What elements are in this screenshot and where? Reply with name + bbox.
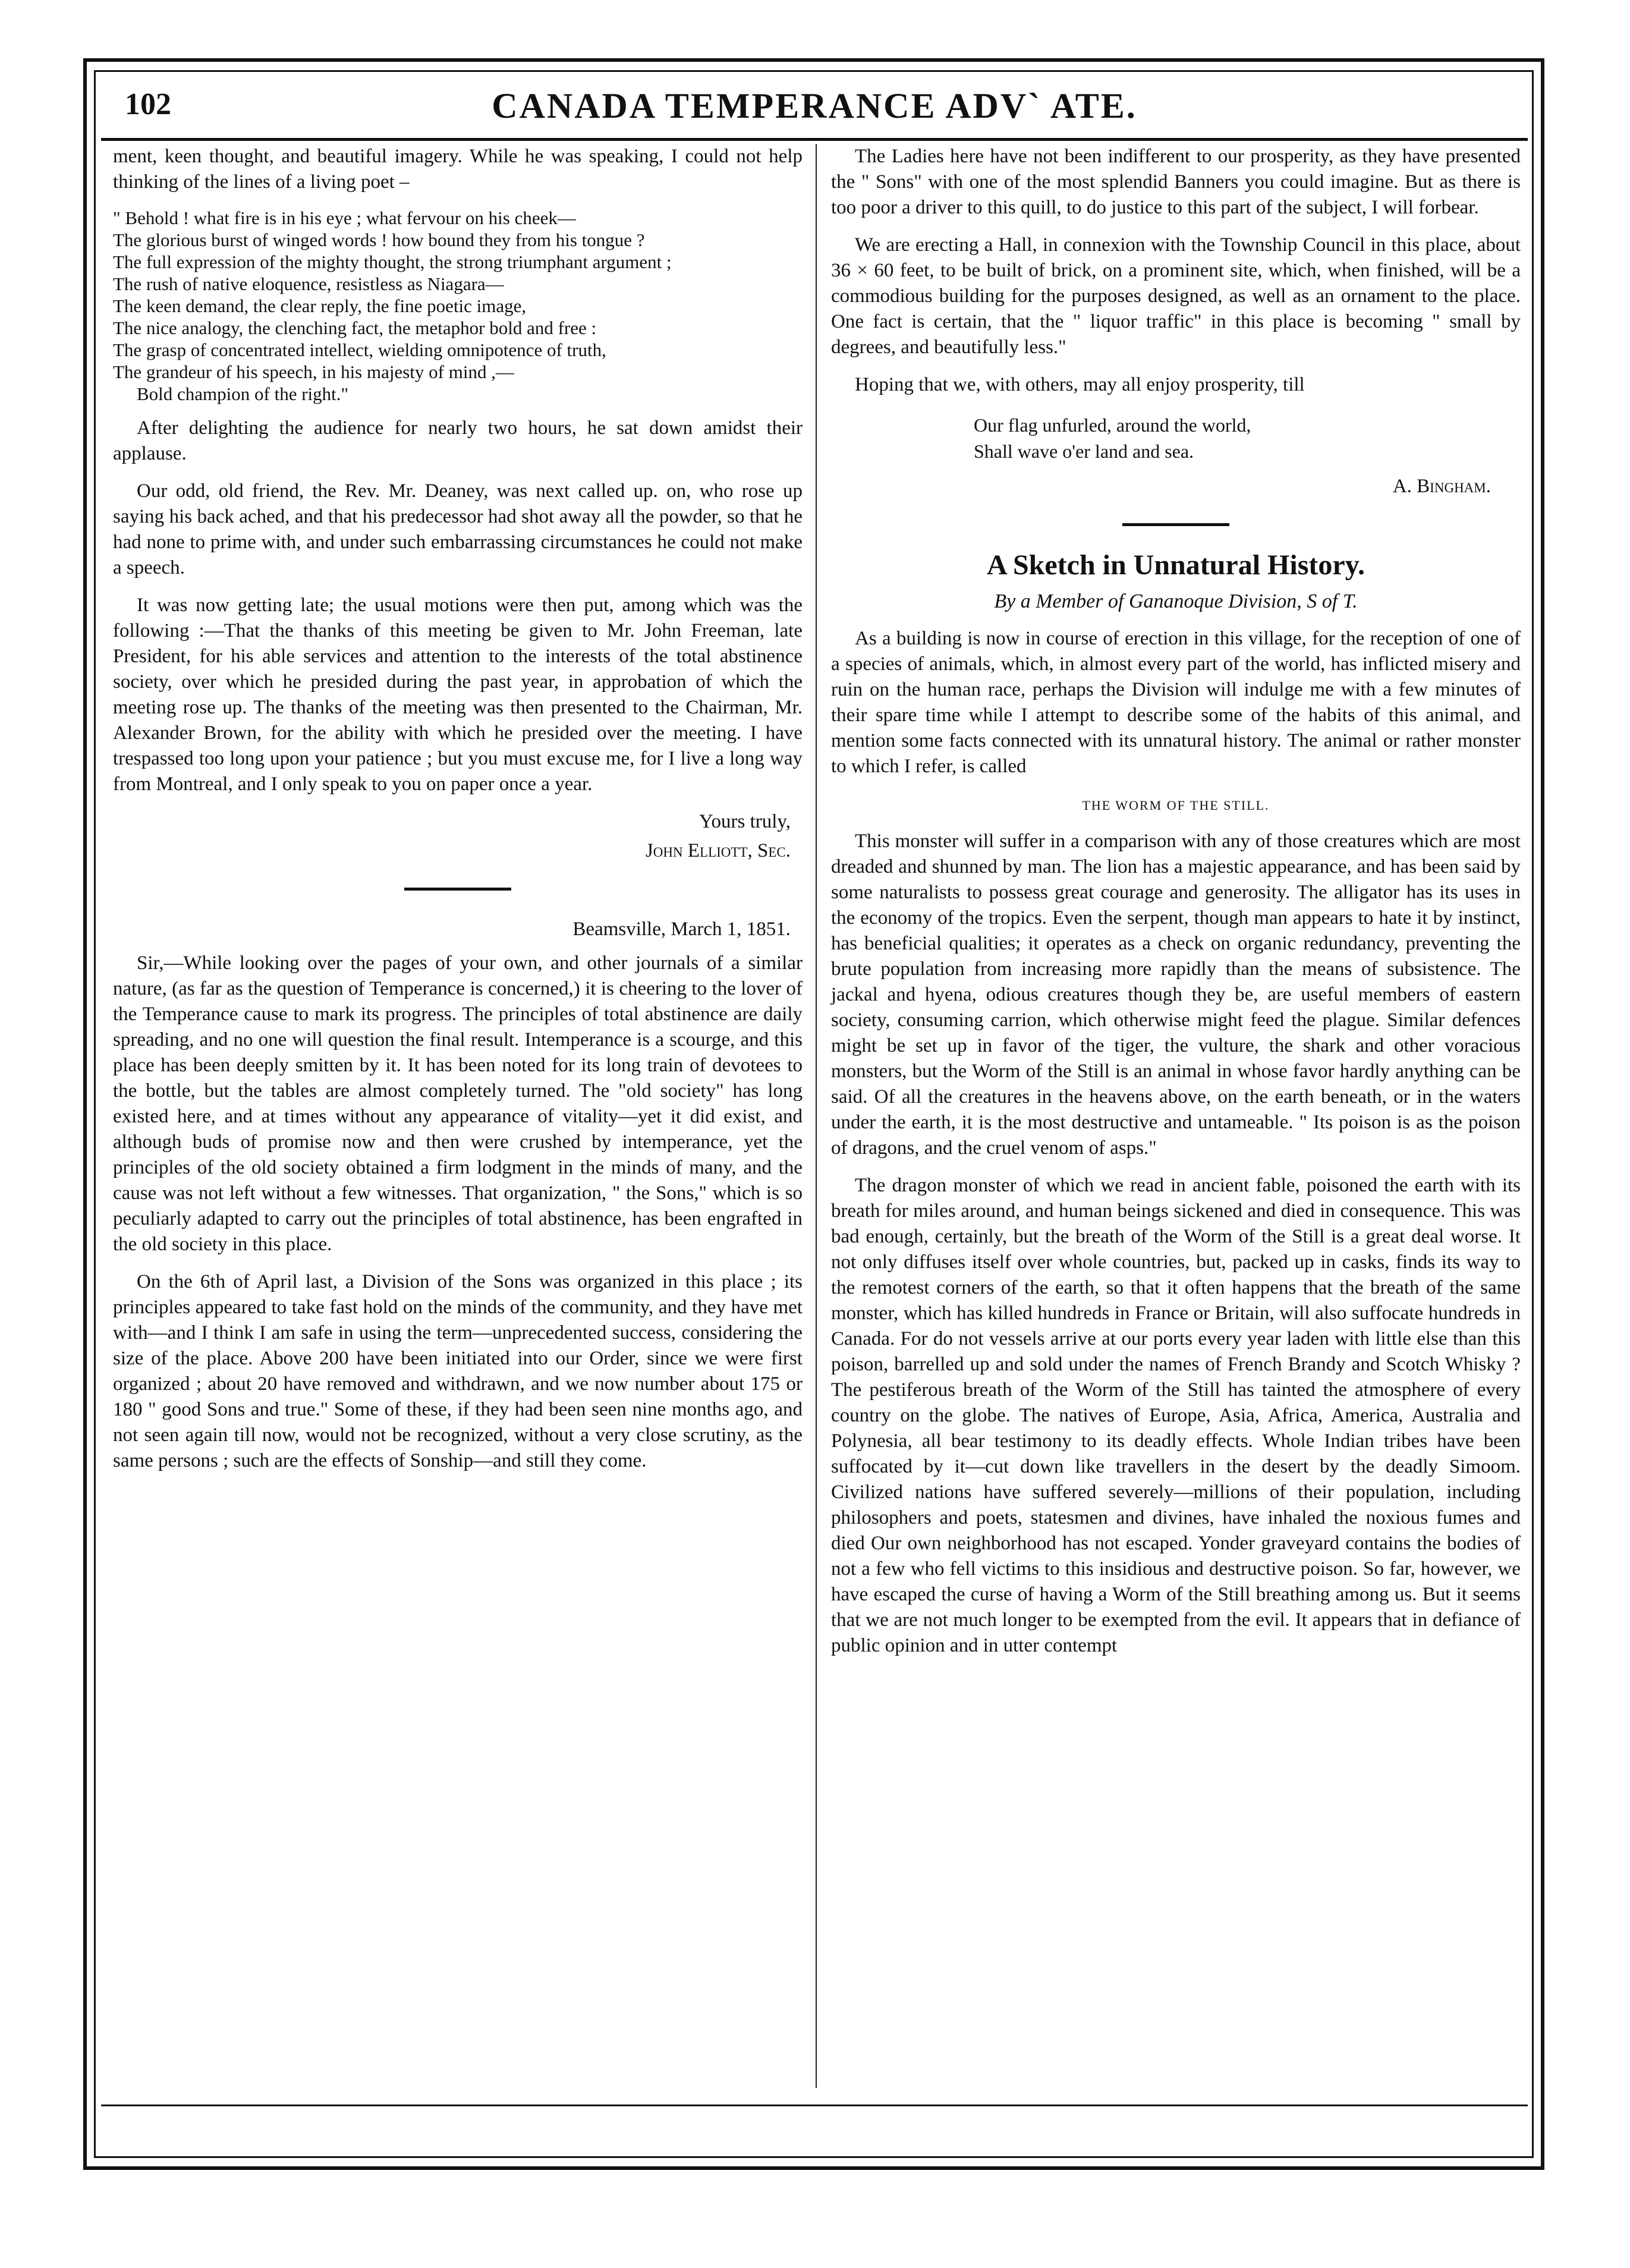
paragraph-odd-friend: Our odd, old friend, the Rev. Mr. Deaney, was next called up. on, who rose up saying his back ached, and that his predecessor had shot away all the powder, so that he had none to prime with, and under such embarrassing circumstances he could not make a speech. [113, 480, 803, 578]
dateline: Beamsville, March 1, 1851. [572, 918, 791, 940]
verse-line: Bold champion of the right." [137, 383, 349, 404]
paragraph-monster: This monster will suffer in a comparison with any of those creatures which are most dreaded and shunned by man. The lion has a majestic appearance, and has been said by some naturalists to possess great courage and generosity. The alligator has its uses in the economy of the tropics. Even the serpent, though man appears to hate it by instinct, has beneficial qualities; it operates as a check on organic redundancy, preventing the brute population from increasing more rapidly than the means of subsistence. The jackal and hyena, odious creatures though they be, are useful members of eastern society, consuming carrion, which otherwise might feed the plague. Similar defences might be set up in favor of the tiger, the vulture, the shark and other voracious monsters, but the Worm of the Still is an animal in whose favor hardly anything can be said. Of all the creatures in the heavens above, on the earth beneath, or in the waters under the earth, it is the most destructive and untameable. " Its poison is as the poison of dragons, and the cruel venom of asps." [831, 831, 1521, 1159]
section-rule [404, 888, 511, 891]
couplet-line: Shall wave o'er land and sea. [974, 441, 1194, 462]
right-column [831, 144, 1521, 1671]
article-title: A Sketch in Unnatural History. [986, 549, 1365, 581]
paragraph-hall: We are erecting a Hall, in connexion with the Township Council in this place, about 36 × 60 feet, to be built of brick, on a prominent site, which, when finished, will be a commodious building for the purposes designed, as well as an ornament to the place. One fact is certain, that the " liquor traffic" in this place is becoming " small by degrees, and beautifully less." [831, 234, 1521, 358]
verse-line: The glorious burst of winged words ! how bound they from his tongue ? [113, 229, 645, 250]
poem-quote [113, 207, 803, 405]
couplet-line: Our flag unfurled, around the world, [974, 414, 1251, 436]
paragraph-ladies: The Ladies here have not been indifferent to our prosperity, as they have presented the " Sons" with one of the most splendid Banners you could imagine. But as there is too poor a driver to this quill, to do justice to this part of the subject, I will forbear. [831, 146, 1521, 218]
verse-line: The grasp of concentrated intellect, wielding omnipotence of truth, [113, 339, 606, 360]
section-subhead: THE WORM OF THE STILL. [1082, 798, 1270, 813]
paragraph-intro: ment, keen thought, and beautiful imagery. While he was speaking, I could not help thinking of the lines of a living poet – [113, 146, 803, 193]
article-byline: By a Member of Gananoque Division, S of T. [994, 590, 1358, 612]
page-header [101, 77, 1528, 137]
header-rule [101, 138, 1528, 141]
verse-line: The keen demand, the clear reply, the fine poetic image, [113, 295, 527, 316]
left-column [113, 144, 803, 1486]
verse-line: The full expression of the mighty thought, the strong triumphant argument ; [113, 251, 672, 272]
paragraph-hoping: Hoping that we, with others, may all enjoy prosperity, till [855, 374, 1305, 395]
paragraph-after: After delighting the audience for nearly two hours, he sat down amidst their applause. [113, 417, 803, 464]
paragraph-dragon: The dragon monster of which we read in ancient fable, poisoned the earth with its breath for miles around, and human beings sickened and died in consequence. This was bad enough, certainly, but the breath of the Worm of the Still is a great deal worse. It not only diffuses itself over whole countries, but, packed up in casks, finds its way to the remotest corners of the earth, so that it often happens that the breath of the same monster, which has killed hundreds in France or Britain, will also suffocate hundreds in Canada. For do not vessels arrive at our ports every year laden with little else than this poison, barrelled up and sold under the names of French Brandy and Scotch Whisky ? The pestiferous breath of the Worm of the Still has tainted the atmosphere of every country on the globe. The natives of Europe, Asia, Africa, America, Australia and Polynesia, all bear testimony to its deadly effects. Whole Indian tribes have been suffocated by it—cut down like travellers in the desert by the deadly Simoom. Civilized nations have suffered severely—millions of their population, including philosophers and poets, statesmen and divines, have inhaled the noxious fumes and died Our own neighborhood has not escaped. Yonder graveyard contains the bodies of not a few who fell victims to this insidious and destructive poison. So far, however, we have escaped the curse of having a Worm of the Still breathing among us. But it seems that we are not much longer to be exempted from the evil. It appears that in defiance of public opinion and in utter contempt [831, 1175, 1521, 1656]
verse-line: " Behold ! what fire is in his eye ; what fervour on his cheek— [113, 207, 576, 228]
running-head: CANADA TEMPERANCE ADV` ATE. [492, 86, 1137, 125]
bottom-rule [101, 2105, 1528, 2106]
paragraph-april: On the 6th of April last, a Division of the Sons was organized in this place ; its principles appeared to take fast hold on the minds of the community, and they have met with—and I think I am safe in using the term—unprecedented success, considering the size of the place. Above 200 have been initiated into our Order, since we were first organized ; about 20 have removed and withdrawn, and we now number about 175 or 180 " good Sons and true." Some of these, if they had been seen nine months ago, and not seen again till now, would not be recognized, without a very close scrutiny, as the same persons ; such are the effects of Sonship—and still they come. [113, 1271, 803, 1471]
verse-line: The grandeur of his speech, in his majesty of mind ,— [113, 361, 514, 382]
paragraph-late: It was now getting late; the usual motions were then put, among which was the following :—That the thanks of this meeting be given to Mr. John Freeman, late President, for his able services and attention to the interests of the total abstinence society, over which he presided during the past year, in approbation of which the meeting rose up. The thanks of the meeting was then presented to the Chairman, Mr. Alexander Brown, for the ability with which he presided over the meeting. I have trespassed too long upon your patience ; but you must excuse me, for I live a long way from Montreal, and I only speak to you on paper once a year. [113, 594, 803, 795]
verse-line: The nice analogy, the clenching fact, the metaphor bold and free : [113, 317, 597, 338]
signoff: Yours truly, [698, 811, 791, 832]
signature: John Elliott, Sec. [645, 840, 791, 861]
paragraph-building: As a building is now in course of erection in this village, for the reception of one of a species of animals, which, in almost every part of the world, has inflicted misery and ruin on the human race, perhaps the Division will indulge me with a few minutes of their spare time while I attempt to describe some of the habits of this animal, and mention some facts connected with its unnatural history. The animal or rather monster to which I refer, is called [831, 628, 1521, 777]
section-rule [1122, 523, 1229, 526]
verse-line: The rush of native eloquence, resistless as Niagara— [113, 273, 504, 294]
column-divider [816, 144, 817, 2088]
signature: A. Bingham. [1392, 476, 1491, 497]
page-number: 102 [125, 87, 171, 121]
closing-couplet [974, 412, 1521, 464]
paragraph-sir: Sir,—While looking over the pages of your own, and other journals of a similar nature, (as far as the question of Temperance is concerned,) it is cheering to the lover of the Temperance cause to mark its progress. The principles of total abstinence are daily spreading, and no one will question the final result. Intemperance is a scourge, and this place has been deeply smitten by it. It has been noted for its long train of devotees to the bottle, but the tables are almost completely turned. The "old society" has long existed here, and at times without any appearance of vitality—yet it did exist, and although buds of promise now and then were crushed by intemperance, yet the principles of the old society obtained a firm lodgment in the minds of many, and the cause was not left without a few witnesses. That organization, " the Sons," which is so peculiarly adapted to carry out the principles of total abstinence, has been engrafted in the old society in this place. [113, 952, 803, 1255]
